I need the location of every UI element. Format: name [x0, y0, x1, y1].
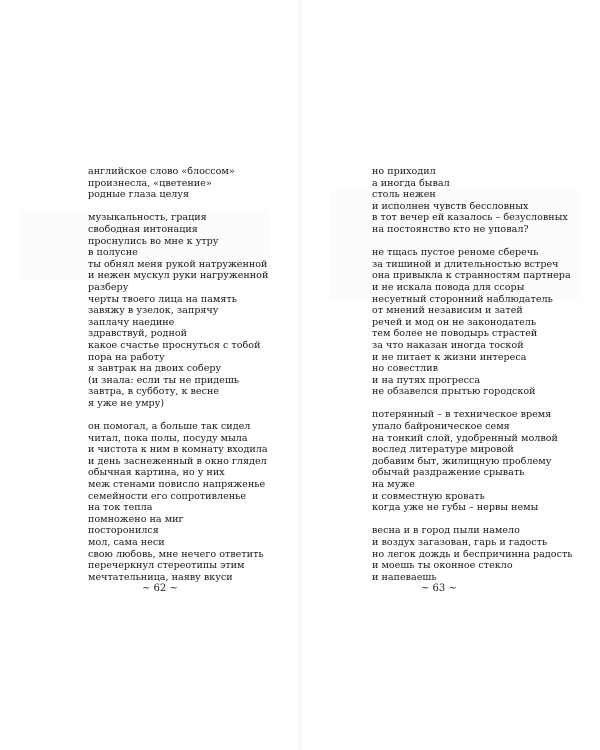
- stanza: [88, 212, 268, 409]
- stanza: [372, 247, 572, 398]
- poem-line: и воздух загазован, гарь и гадость: [372, 537, 548, 548]
- poem-line: (и знала: если ты не придешь: [88, 374, 239, 386]
- poem-line: черты твоего лица на память: [88, 293, 237, 305]
- poem-line: не обзавелся прытью городской: [372, 386, 536, 398]
- poem-line: и не искала повода для ссоры: [372, 281, 525, 293]
- poem-line: перечеркнул стереотипы этим: [88, 560, 245, 572]
- poem-line: вослед литературе мировой: [372, 444, 514, 456]
- poem-line: какое счастье проснуться с тобой: [88, 339, 261, 351]
- poem-line: на тонкий слой, удобренный молвой: [372, 432, 558, 444]
- stanza: [372, 409, 572, 513]
- poem-line: и чистота к ним в комнату входила: [88, 444, 268, 456]
- poem-line: читал, пока полы, посуду мыла: [88, 432, 248, 444]
- poem-line: но приходил: [372, 166, 436, 177]
- poem-line: и на путях прогресса: [372, 374, 481, 386]
- poem-line: и нежен мускул руки нагруженной: [88, 270, 269, 282]
- poem-line: английское слово «блоссом»: [88, 166, 235, 177]
- poem-line: но легок дождь и беспричинна радость: [372, 548, 573, 560]
- poem-line: она привыкла к странностям партнера: [372, 270, 571, 282]
- poem-line: мечтательница, наяву вкуси: [88, 571, 233, 583]
- poem-line: разберу: [88, 281, 129, 293]
- poem-line: обычай раздражение срывать: [372, 467, 525, 479]
- poem-line: но совестлив: [372, 363, 439, 375]
- poem-line: речей и мод он не законодатель: [372, 316, 537, 328]
- poem-line: свободная интонация: [88, 223, 198, 235]
- poem-line: а иногда бывал: [372, 177, 450, 189]
- poem-line: добавим быт, жилищную проблему: [372, 455, 552, 467]
- poem-line: и напеваешь: [372, 571, 437, 583]
- poem-line: весна и в город пыли намело: [372, 525, 520, 537]
- poem-line: произнесла, «цветение»: [88, 177, 212, 189]
- stanza: [88, 421, 268, 583]
- poem-line: в тот вечер ей казалось – безусловных: [372, 212, 568, 224]
- poem-line: я уже не умру): [88, 397, 165, 409]
- poem-line: родные глаза целуя: [88, 189, 190, 201]
- poem-line: завяжу в узелок, запрячу: [88, 305, 219, 317]
- poem-line: свою любовь, мне нечего ответить: [88, 548, 264, 560]
- poem-line: на постоянство кто не уповал?: [372, 223, 529, 235]
- poem-line: потерянный – в техническое время: [372, 409, 552, 421]
- right-page: [300, 0, 600, 750]
- poem-line: я завтрак на двоих соберу: [88, 363, 222, 375]
- poem-line: и совместную кровать: [372, 490, 485, 502]
- poem-line: обычная картина, но у них: [88, 467, 225, 479]
- poem-line: ты обнял меня рукой натруженной: [88, 258, 268, 270]
- poem-line: тем более не поводырь страстей: [372, 328, 538, 340]
- poem-line: заплачу наедине: [88, 316, 175, 328]
- right-poem-text: [372, 166, 572, 583]
- page-number: ~ 62 ~: [142, 583, 178, 594]
- poem-line: и исполнен чувств бессловных: [372, 200, 529, 212]
- poem-line: и моешь ты оконное стекло: [372, 560, 513, 572]
- poem-line: в полусне: [88, 247, 138, 259]
- poem-line: пора на работу: [88, 351, 165, 363]
- poem-line: здравствуй, родной: [88, 328, 188, 340]
- poem-line: музыкальность, грация: [88, 212, 207, 224]
- poem-line: семейности его сопротивленье: [88, 490, 247, 502]
- page-number: ~ 63 ~: [421, 583, 457, 594]
- left-poem-text: [88, 166, 268, 583]
- poem-line: и день заснеженный в окно глядел: [88, 455, 267, 467]
- poem-line: завтра, в субботу, к весне: [88, 386, 220, 398]
- stanza: [88, 166, 268, 201]
- poem-line: не тщась пустое реноме сберечь: [372, 247, 539, 259]
- poem-line: он помогал, а больше так сидел: [88, 421, 251, 433]
- stanza: [372, 525, 572, 583]
- poem-line: и не питает к жизни интереса: [372, 351, 527, 363]
- poem-line: за что наказан иногда тоской: [372, 339, 524, 351]
- poem-line: помножено на миг: [88, 513, 184, 525]
- poem-line: проснулись во мне к утру: [88, 235, 219, 247]
- poem-line: за тишиной и длительностью встреч: [372, 258, 559, 270]
- poem-line: посторонился: [88, 525, 159, 537]
- poem-line: когда уже не губы – нервы немы: [372, 502, 539, 514]
- poem-line: столь нежен: [372, 189, 436, 201]
- poem-line: упало байроническое семя: [372, 421, 510, 433]
- poem-line: от мнений независим и затей: [372, 305, 523, 317]
- stanza: [372, 166, 572, 236]
- poem-line: мол, сама неси: [88, 537, 165, 548]
- poem-line: на ток тепла: [88, 502, 153, 514]
- poem-line: на муже: [372, 479, 415, 491]
- poem-line: меж стенами повисло напряженье: [88, 479, 266, 491]
- poem-line: несуетный сторонний наблюдатель: [372, 293, 553, 305]
